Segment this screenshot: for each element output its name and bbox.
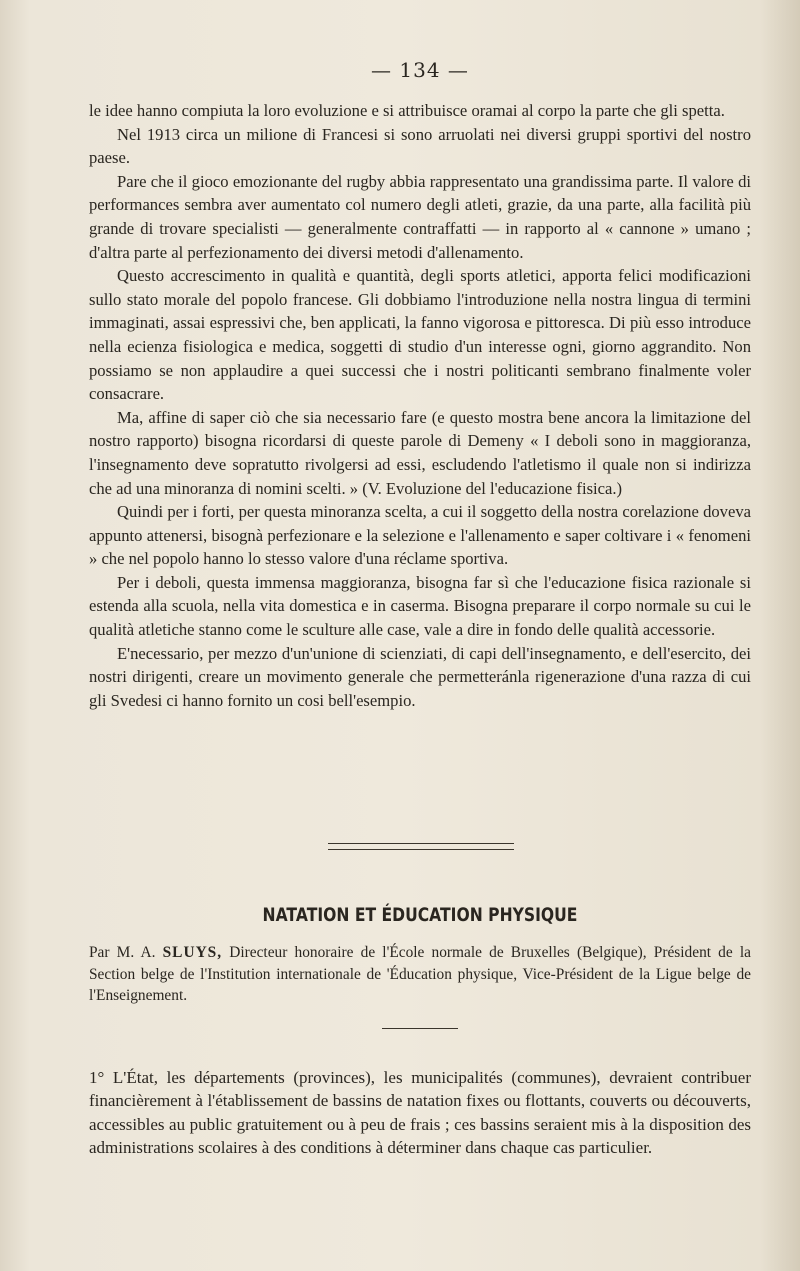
page-number: — 134 — [371,58,469,82]
main-text [89,99,751,712]
paragraph: E'necessario, per mezzo d'un'unione di scienziati, di capi dell'insegnamento, e dell'esercito, dei nostri dirigenti, creare un movimento generale che permetteránla rigenerazione d'una razza di cui gli Svedesi ci hanno fornito un cosi bell'esempio. [89,643,751,710]
byline-prefix: Par M. A. [89,944,156,961]
byline [89,942,751,1007]
paragraph: Ma, affine di saper ciò che sia necessario fare (e questo mostra bene ancora la limitazione del nostro rapporto) bisogna ricordarsi di queste parole di Demeny « I deboli sono in maggioranza, l'insegnamento deve sopratutto rivolgersi ad essi, escludendo l'atletismo il quale non si indirizza che ad una minoranza di nomini scelti. » (V. Evoluzione del l'educazione fisica.) [89,407,751,498]
author-name: SLUYS, [162,944,223,961]
section-divider [328,843,514,850]
paragraph: Per i deboli, questa immensa maggioranza, bisogna far sì che l'educazione fisica razionale si estenda alla scuola, nella vita domestica e in caserma. Bisogna preparare il corpo normale su cui le qualità atletiche stanno come le sculture alle case, vale a dire in fondo delle qualità accessorie. [89,572,751,640]
section-text [89,1066,751,1160]
section-title: NATATION ET ÉDUCATION PHYSIQUE [262,904,578,926]
paragraph: le idee hanno compiuta la loro evoluzione e si attribuisce oramai al corpo la parte che gli spetta. [89,101,725,120]
paragraph: Pare che il gioco emozionante del rugby abbia rappresentato una grandissima parte. Il valore di performances sembra aver aumentato col numero degli atleti, grazie, da una parte, alla facilità più grande di trovare specialisti — generalmente contraffatti — in rapporto al « cannone » umano ; d'altra parte al perfezionamento dei diversi metodi d'allenamento. [89,171,751,262]
paragraph: Questo accrescimento in qualità e quantità, degli sports atletici, apporta felici modificazioni sullo stato morale del popolo francese. Gli dobbiamo l'introduzione nella nostra lingua di termini immaginati, assai espressivi che, ben applicati, la fanno vigorosa e pittoresca. Di più esso introduce nella ecienza fisiologica e medica, soggetti di studio d'un interesse ogni, giorno aggrandito. Non possiamo se non applaudire a quei successi che i nostri politicanti sembrano finalmente voler consacrare. [89,266,751,404]
byline-divider [382,1028,458,1029]
paragraph: Nel 1913 circa un milione di Francesi si sono arruolati nei diversi gruppi sportivi del nostro paese. [89,124,751,168]
byline-affiliation: Directeur honoraire de l'École normale de Bruxelles (Belgique), Président de la Section belge de l'Institution internationale de 'Éducation physique, Vice-Président de la Ligue belge de l'Enseignement. [89,944,751,1004]
paragraph: Quindi per i forti, per questa minoranza scelta, a cui il soggetto della nostra corelazione doveva appunto attenersi, bisognà perfezionare e la selezione e l'allenamento e saper coltivare i « fenomeni » che nel popolo hanno lo stesso valore d'una réclame sportiva. [89,502,751,569]
paragraph: 1° L'État, les départements (provinces), les municipalités (communes), devraient contribuer financièrement à l'établissement de bassins de natation fixes ou flottants, couverts ou découverts, accessibles au public gratuitement ou à peu de frais ; ces bassins seraient mis à la disposition des administrations scolaires à des conditions à déterminer dans chaque cas particulier. [89,1068,751,1158]
